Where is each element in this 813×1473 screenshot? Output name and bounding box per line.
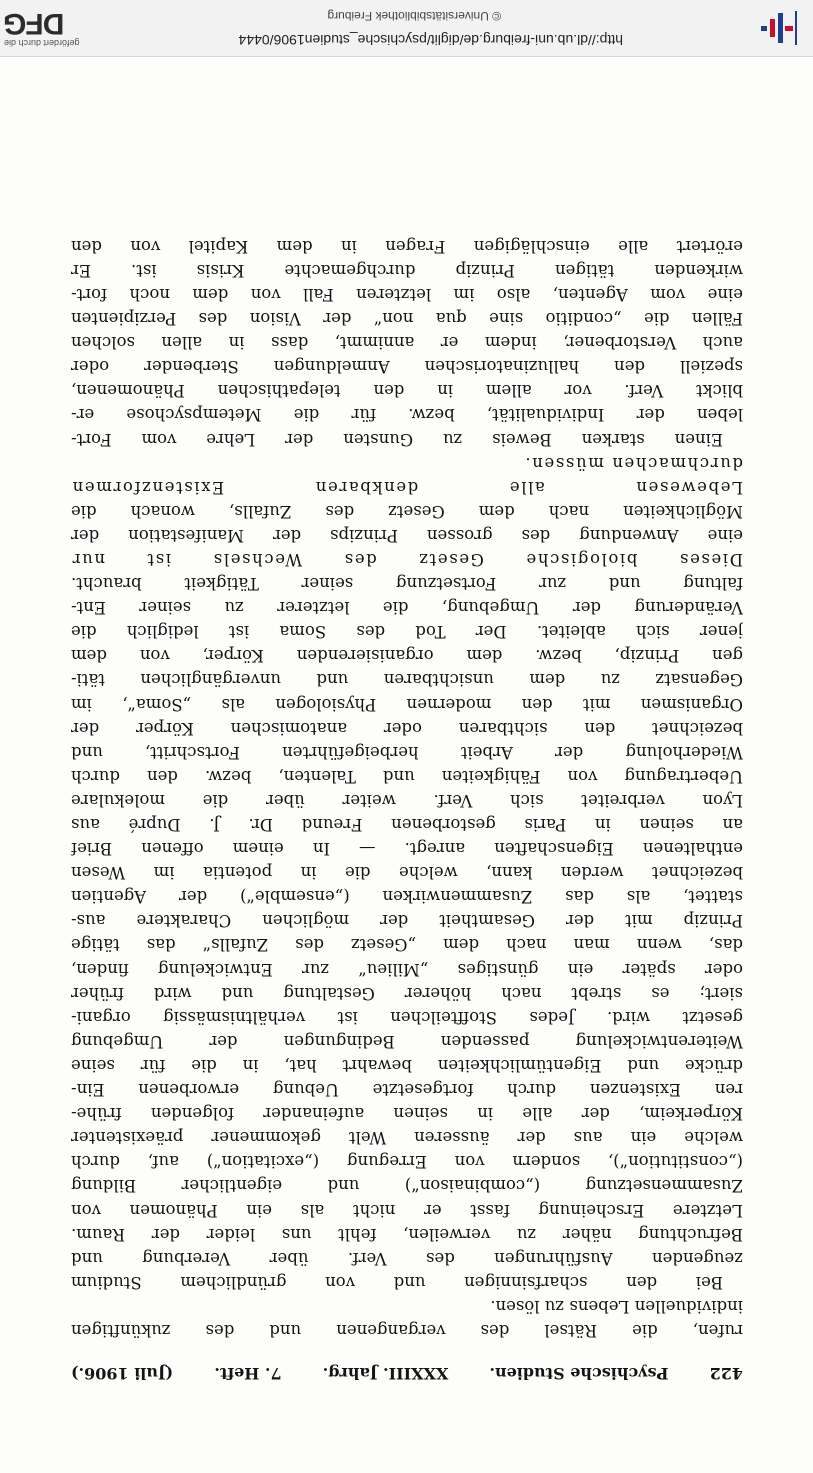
text-line: Gegensatz zu dem unsichtbaren und unvergänglichen täti-	[71, 670, 743, 690]
text-line: faltung und zur Fortsetzung seiner Tätigkeit braucht.	[71, 574, 743, 594]
text-line: drücke und Eigentümlichkeiten bewahrt hat, in die für seine	[71, 1055, 743, 1075]
text-line: siert; es strebt nach höherer Gestaltung und wird früher	[71, 983, 743, 1003]
text-line: erörtert alle einschlägigen Fragen in dem Kapitel von den	[71, 236, 743, 256]
text-line: eine Anwendung des grossen Prinzips der Manifestation der	[71, 525, 743, 545]
text-line: Letztere Erscheinung fasst er nicht als ein Phänomen von	[71, 1200, 743, 1220]
text-line: oder später ein günstiges „Milieu“ zur Entwickelung finden,	[71, 959, 743, 979]
text-line: Körperkeim, der alle in seinen aufeinander folgenden frühe-	[71, 1104, 743, 1124]
text-line: Weiterentwickelung passenden Bedingungen der Umgebung	[71, 1031, 743, 1051]
text-line: gen Prinzip, bezw. dem organisierenden Körper, von dem	[71, 646, 743, 666]
text-line: gesetzt wird. Jedes Stoffteilchen ist verhältnismässig organi-	[71, 1007, 743, 1027]
page-text	[71, 234, 743, 1383]
text-line: bezeichnet werden kann, welche die in potentia im Wesen	[71, 863, 743, 883]
body-text	[71, 234, 743, 1342]
text-line: Prinzip mit der Gesamtheit der möglichen Charaktere aus-	[71, 911, 743, 931]
text-line: speziell den halluzinatorischen Anmeldungen Sterbender oder	[71, 357, 743, 377]
text-line: wirkenden tätigen Prinzip durchgemachte Krisis ist. Er	[71, 260, 743, 280]
text-line: welche ein aus der äusseren Welt gekommener präexistenter	[71, 1128, 743, 1148]
text-line: Veränderung der Umgebung, die letzterer zu seiner Ent-	[71, 598, 743, 618]
issue-label: 7. Heft.	[214, 1364, 282, 1383]
text-line: rufen, die Rätsel des vergangenen und des zukünftigen	[71, 1321, 743, 1340]
text-line: ren Existenzen durch fortgesetzte Uebung erworbenen Ein-	[71, 1080, 743, 1100]
text-line: enthaltenen Eigenschaften anregt. — In einem offenen Brief	[71, 839, 743, 859]
dfg-logo	[4, 6, 84, 50]
text-line: eine vom Agenten, also im letzteren Fall von dem noch fort-	[71, 284, 743, 304]
text-line: Bei den scharfsinnigen und von gründlichem Studium	[71, 1272, 723, 1292]
footer-url[interactable]: http://dl.ub.uni-freiburg.de/diglit/psychische_studien1906/0444	[238, 32, 623, 48]
text-line: auch Verstorbener, indem er annimmt, dass in allen solchen	[71, 333, 743, 353]
text-line: Zusammensetzung („combinaison“) und eigentlicher Bildung	[71, 1176, 743, 1196]
text-line: zeugenden Ausführungen des Verf. über Vererbung und	[71, 1248, 743, 1268]
text-line: blickt Verf. vor allem in den telepathischen Phänomenen,	[71, 381, 743, 401]
dfg-wordmark: DFG	[4, 7, 65, 40]
footer-bar	[0, 0, 813, 57]
issue-date: (Juli 1906.)	[71, 1364, 174, 1383]
text-line: Lebewesen alle denkbaren Existenzformen	[71, 477, 743, 497]
running-header	[71, 1364, 743, 1383]
dfg-caption: gefördert durch die	[4, 38, 80, 48]
text-line: („constitution“), sondern von Erregung („excitation“) auf, durch	[71, 1152, 743, 1172]
text-line: Einen starken Beweis zu Gunsten der Lehre vom Fort-	[71, 429, 723, 449]
text-line: Uebertragung von Fähigkeiten und Talenten, bezw. den durch	[71, 766, 743, 786]
page-number: 422	[709, 1364, 743, 1383]
text-line: Lyon verbreitet sich Verf. weiter über die molekulare	[71, 790, 743, 810]
text-line: leben der Individualität, bezw. für die Metempsychose er-	[71, 405, 743, 425]
text-line: an seinen in Paris gestorbenen Freund Dr. J. Dupré aus	[71, 815, 743, 835]
volume-label: XXXIII. Jahrg.	[322, 1364, 449, 1383]
ub-freiburg-logo-icon	[757, 7, 797, 47]
text-line: Organismen mit den modernen Physiologen als „Soma“, im	[71, 694, 743, 714]
text-line: jener sich ableitet. Der Tod des Soma ist lediglich die	[71, 622, 743, 642]
text-line: Befruchtung näher zu verweilen, fehlt uns leider der Raum.	[71, 1224, 743, 1244]
footer-copyright: © Universitätsbibliothek Freiburg	[327, 9, 501, 23]
text-line: individuellen Lebens zu lösen.	[490, 1296, 743, 1316]
text-line: durchmachen müssen.	[523, 453, 743, 473]
journal-title: Psychische Studien.	[489, 1364, 669, 1383]
text-line: bezeichnet den sichtbaren oder anatomischen Körper der	[71, 718, 743, 738]
text-line: Möglichkeiten nach dem Gesetz des Zufalls, wonach die	[71, 501, 743, 521]
text-line: Wiederholung der Arbeit herbeigeführten Fortschritt, und	[71, 742, 743, 762]
text-line: Dieses biologische Gesetz des Wechsels ist nur	[71, 550, 743, 569]
text-line: stattet, als das Zusammenwirken („ensemble“) der Agentien	[71, 887, 743, 907]
text-line: Fällen die „conditio sine qua non“ der Vision des Perzipienten	[71, 309, 743, 329]
text-line: das, wenn man nach dem „Gesetz des Zufalls“ das tätige	[71, 935, 743, 955]
